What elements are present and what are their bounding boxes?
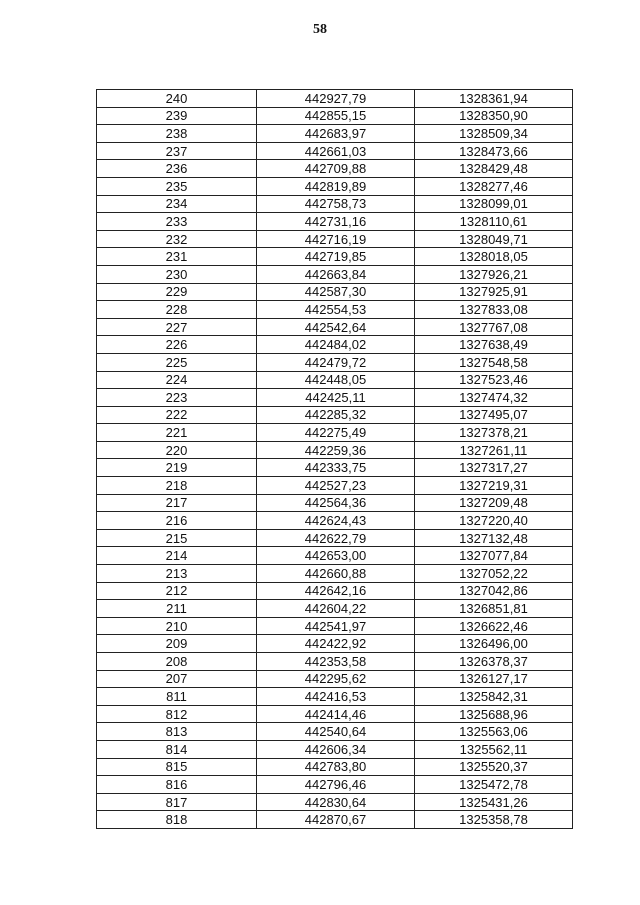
x-coordinate-cell: 442624,43 [257, 512, 415, 530]
x-coordinate-cell: 442587,30 [257, 283, 415, 301]
point-number-cell: 223 [97, 389, 257, 407]
x-coordinate-cell: 442484,02 [257, 336, 415, 354]
x-coordinate-cell: 442554,53 [257, 301, 415, 319]
point-number-cell: 234 [97, 195, 257, 213]
y-coordinate-cell: 1326378,37 [415, 653, 573, 671]
y-coordinate-cell: 1326127,17 [415, 670, 573, 688]
y-coordinate-cell: 1325563,06 [415, 723, 573, 741]
coordinates-table [96, 89, 573, 829]
table-row [97, 177, 573, 195]
x-coordinate-cell: 442422,92 [257, 635, 415, 653]
y-coordinate-cell: 1327495,07 [415, 406, 573, 424]
x-coordinate-cell: 442653,00 [257, 547, 415, 565]
y-coordinate-cell: 1327261,11 [415, 441, 573, 459]
point-number-cell: 812 [97, 705, 257, 723]
x-coordinate-cell: 442716,19 [257, 230, 415, 248]
y-coordinate-cell: 1326851,81 [415, 600, 573, 618]
table-row [97, 213, 573, 231]
y-coordinate-cell: 1325520,37 [415, 758, 573, 776]
x-coordinate-cell: 442642,16 [257, 582, 415, 600]
x-coordinate-cell: 442564,36 [257, 494, 415, 512]
point-number-cell: 817 [97, 793, 257, 811]
x-coordinate-cell: 442414,46 [257, 705, 415, 723]
point-number-cell: 220 [97, 441, 257, 459]
point-number-cell: 237 [97, 142, 257, 160]
y-coordinate-cell: 1327474,32 [415, 389, 573, 407]
y-coordinate-cell: 1327926,21 [415, 265, 573, 283]
table-row [97, 740, 573, 758]
y-coordinate-cell: 1328277,46 [415, 177, 573, 195]
y-coordinate-cell: 1327220,40 [415, 512, 573, 530]
table-row [97, 265, 573, 283]
y-coordinate-cell: 1327767,08 [415, 318, 573, 336]
table-row [97, 600, 573, 618]
point-number-cell: 213 [97, 565, 257, 583]
x-coordinate-cell: 442333,75 [257, 459, 415, 477]
x-coordinate-cell: 442783,80 [257, 758, 415, 776]
point-number-cell: 233 [97, 213, 257, 231]
point-number-cell: 225 [97, 353, 257, 371]
y-coordinate-cell: 1328099,01 [415, 195, 573, 213]
table-row [97, 776, 573, 794]
y-coordinate-cell: 1328049,71 [415, 230, 573, 248]
x-coordinate-cell: 442830,64 [257, 793, 415, 811]
table-row [97, 160, 573, 178]
x-coordinate-cell: 442542,64 [257, 318, 415, 336]
x-coordinate-cell: 442285,32 [257, 406, 415, 424]
point-number-cell: 211 [97, 600, 257, 618]
x-coordinate-cell: 442796,46 [257, 776, 415, 794]
y-coordinate-cell: 1327378,21 [415, 424, 573, 442]
table-row [97, 811, 573, 829]
y-coordinate-cell: 1328429,48 [415, 160, 573, 178]
x-coordinate-cell: 442683,97 [257, 125, 415, 143]
x-coordinate-cell: 442855,15 [257, 107, 415, 125]
table-row [97, 653, 573, 671]
point-number-cell: 224 [97, 371, 257, 389]
table-row [97, 336, 573, 354]
point-number-cell: 207 [97, 670, 257, 688]
table-row [97, 494, 573, 512]
point-number-cell: 214 [97, 547, 257, 565]
table-row [97, 793, 573, 811]
y-coordinate-cell: 1325562,11 [415, 740, 573, 758]
point-number-cell: 212 [97, 582, 257, 600]
table-row [97, 705, 573, 723]
point-number-cell: 222 [97, 406, 257, 424]
x-coordinate-cell: 442622,79 [257, 529, 415, 547]
x-coordinate-cell: 442660,88 [257, 565, 415, 583]
y-coordinate-cell: 1326622,46 [415, 617, 573, 635]
x-coordinate-cell: 442604,22 [257, 600, 415, 618]
table-row [97, 406, 573, 424]
point-number-cell: 221 [97, 424, 257, 442]
table-row [97, 107, 573, 125]
table-row [97, 617, 573, 635]
table-row [97, 248, 573, 266]
x-coordinate-cell: 442295,62 [257, 670, 415, 688]
table-row [97, 142, 573, 160]
x-coordinate-cell: 442719,85 [257, 248, 415, 266]
point-number-cell: 815 [97, 758, 257, 776]
point-number-cell: 227 [97, 318, 257, 336]
x-coordinate-cell: 442731,16 [257, 213, 415, 231]
y-coordinate-cell: 1326496,00 [415, 635, 573, 653]
x-coordinate-cell: 442416,53 [257, 688, 415, 706]
page-number: 58 [313, 22, 327, 37]
point-number-cell: 228 [97, 301, 257, 319]
point-number-cell: 231 [97, 248, 257, 266]
table-row [97, 318, 573, 336]
point-number-cell: 217 [97, 494, 257, 512]
point-number-cell: 218 [97, 477, 257, 495]
point-number-cell: 210 [97, 617, 257, 635]
point-number-cell: 238 [97, 125, 257, 143]
y-coordinate-cell: 1327523,46 [415, 371, 573, 389]
table-row [97, 565, 573, 583]
point-number-cell: 235 [97, 177, 257, 195]
point-number-cell: 226 [97, 336, 257, 354]
x-coordinate-cell: 442709,88 [257, 160, 415, 178]
point-number-cell: 811 [97, 688, 257, 706]
y-coordinate-cell: 1327132,48 [415, 529, 573, 547]
x-coordinate-cell: 442758,73 [257, 195, 415, 213]
y-coordinate-cell: 1327548,58 [415, 353, 573, 371]
point-number-cell: 219 [97, 459, 257, 477]
y-coordinate-cell: 1325358,78 [415, 811, 573, 829]
table-row [97, 441, 573, 459]
y-coordinate-cell: 1325842,31 [415, 688, 573, 706]
x-coordinate-cell: 442425,11 [257, 389, 415, 407]
x-coordinate-cell: 442527,23 [257, 477, 415, 495]
y-coordinate-cell: 1327317,27 [415, 459, 573, 477]
point-number-cell: 215 [97, 529, 257, 547]
x-coordinate-cell: 442259,36 [257, 441, 415, 459]
table-row [97, 90, 573, 108]
table-row [97, 477, 573, 495]
point-number-cell: 232 [97, 230, 257, 248]
x-coordinate-cell: 442927,79 [257, 90, 415, 108]
y-coordinate-cell: 1327833,08 [415, 301, 573, 319]
point-number-cell: 813 [97, 723, 257, 741]
y-coordinate-cell: 1328509,34 [415, 125, 573, 143]
x-coordinate-cell: 442606,34 [257, 740, 415, 758]
table-row [97, 389, 573, 407]
table-row [97, 529, 573, 547]
point-number-cell: 240 [97, 90, 257, 108]
x-coordinate-cell: 442663,84 [257, 265, 415, 283]
x-coordinate-cell: 442819,89 [257, 177, 415, 195]
point-number-cell: 208 [97, 653, 257, 671]
table-row [97, 723, 573, 741]
table-row [97, 688, 573, 706]
y-coordinate-cell: 1328110,61 [415, 213, 573, 231]
point-number-cell: 216 [97, 512, 257, 530]
y-coordinate-cell: 1328018,05 [415, 248, 573, 266]
y-coordinate-cell: 1325688,96 [415, 705, 573, 723]
x-coordinate-cell: 442275,49 [257, 424, 415, 442]
x-coordinate-cell: 442448,05 [257, 371, 415, 389]
table-row [97, 230, 573, 248]
y-coordinate-cell: 1327925,91 [415, 283, 573, 301]
x-coordinate-cell: 442661,03 [257, 142, 415, 160]
table-row [97, 195, 573, 213]
x-coordinate-cell: 442870,67 [257, 811, 415, 829]
y-coordinate-cell: 1327219,31 [415, 477, 573, 495]
table-row [97, 582, 573, 600]
table-row [97, 459, 573, 477]
point-number-cell: 814 [97, 740, 257, 758]
point-number-cell: 236 [97, 160, 257, 178]
point-number-cell: 229 [97, 283, 257, 301]
y-coordinate-cell: 1328473,66 [415, 142, 573, 160]
table-row [97, 670, 573, 688]
y-coordinate-cell: 1327052,22 [415, 565, 573, 583]
x-coordinate-cell: 442479,72 [257, 353, 415, 371]
table-row [97, 353, 573, 371]
table-row [97, 512, 573, 530]
point-number-cell: 209 [97, 635, 257, 653]
point-number-cell: 816 [97, 776, 257, 794]
y-coordinate-cell: 1328361,94 [415, 90, 573, 108]
point-number-cell: 230 [97, 265, 257, 283]
y-coordinate-cell: 1328350,90 [415, 107, 573, 125]
point-number-cell: 239 [97, 107, 257, 125]
table-row [97, 547, 573, 565]
point-number-cell: 818 [97, 811, 257, 829]
x-coordinate-cell: 442541,97 [257, 617, 415, 635]
y-coordinate-cell: 1327209,48 [415, 494, 573, 512]
y-coordinate-cell: 1325431,26 [415, 793, 573, 811]
x-coordinate-cell: 442540,64 [257, 723, 415, 741]
table-row [97, 758, 573, 776]
table-row [97, 301, 573, 319]
table-row [97, 424, 573, 442]
table-row [97, 125, 573, 143]
y-coordinate-cell: 1327638,49 [415, 336, 573, 354]
table-row [97, 283, 573, 301]
y-coordinate-cell: 1325472,78 [415, 776, 573, 794]
x-coordinate-cell: 442353,58 [257, 653, 415, 671]
y-coordinate-cell: 1327077,84 [415, 547, 573, 565]
coordinates-table-body [97, 90, 573, 829]
table-row [97, 635, 573, 653]
y-coordinate-cell: 1327042,86 [415, 582, 573, 600]
table-row [97, 371, 573, 389]
